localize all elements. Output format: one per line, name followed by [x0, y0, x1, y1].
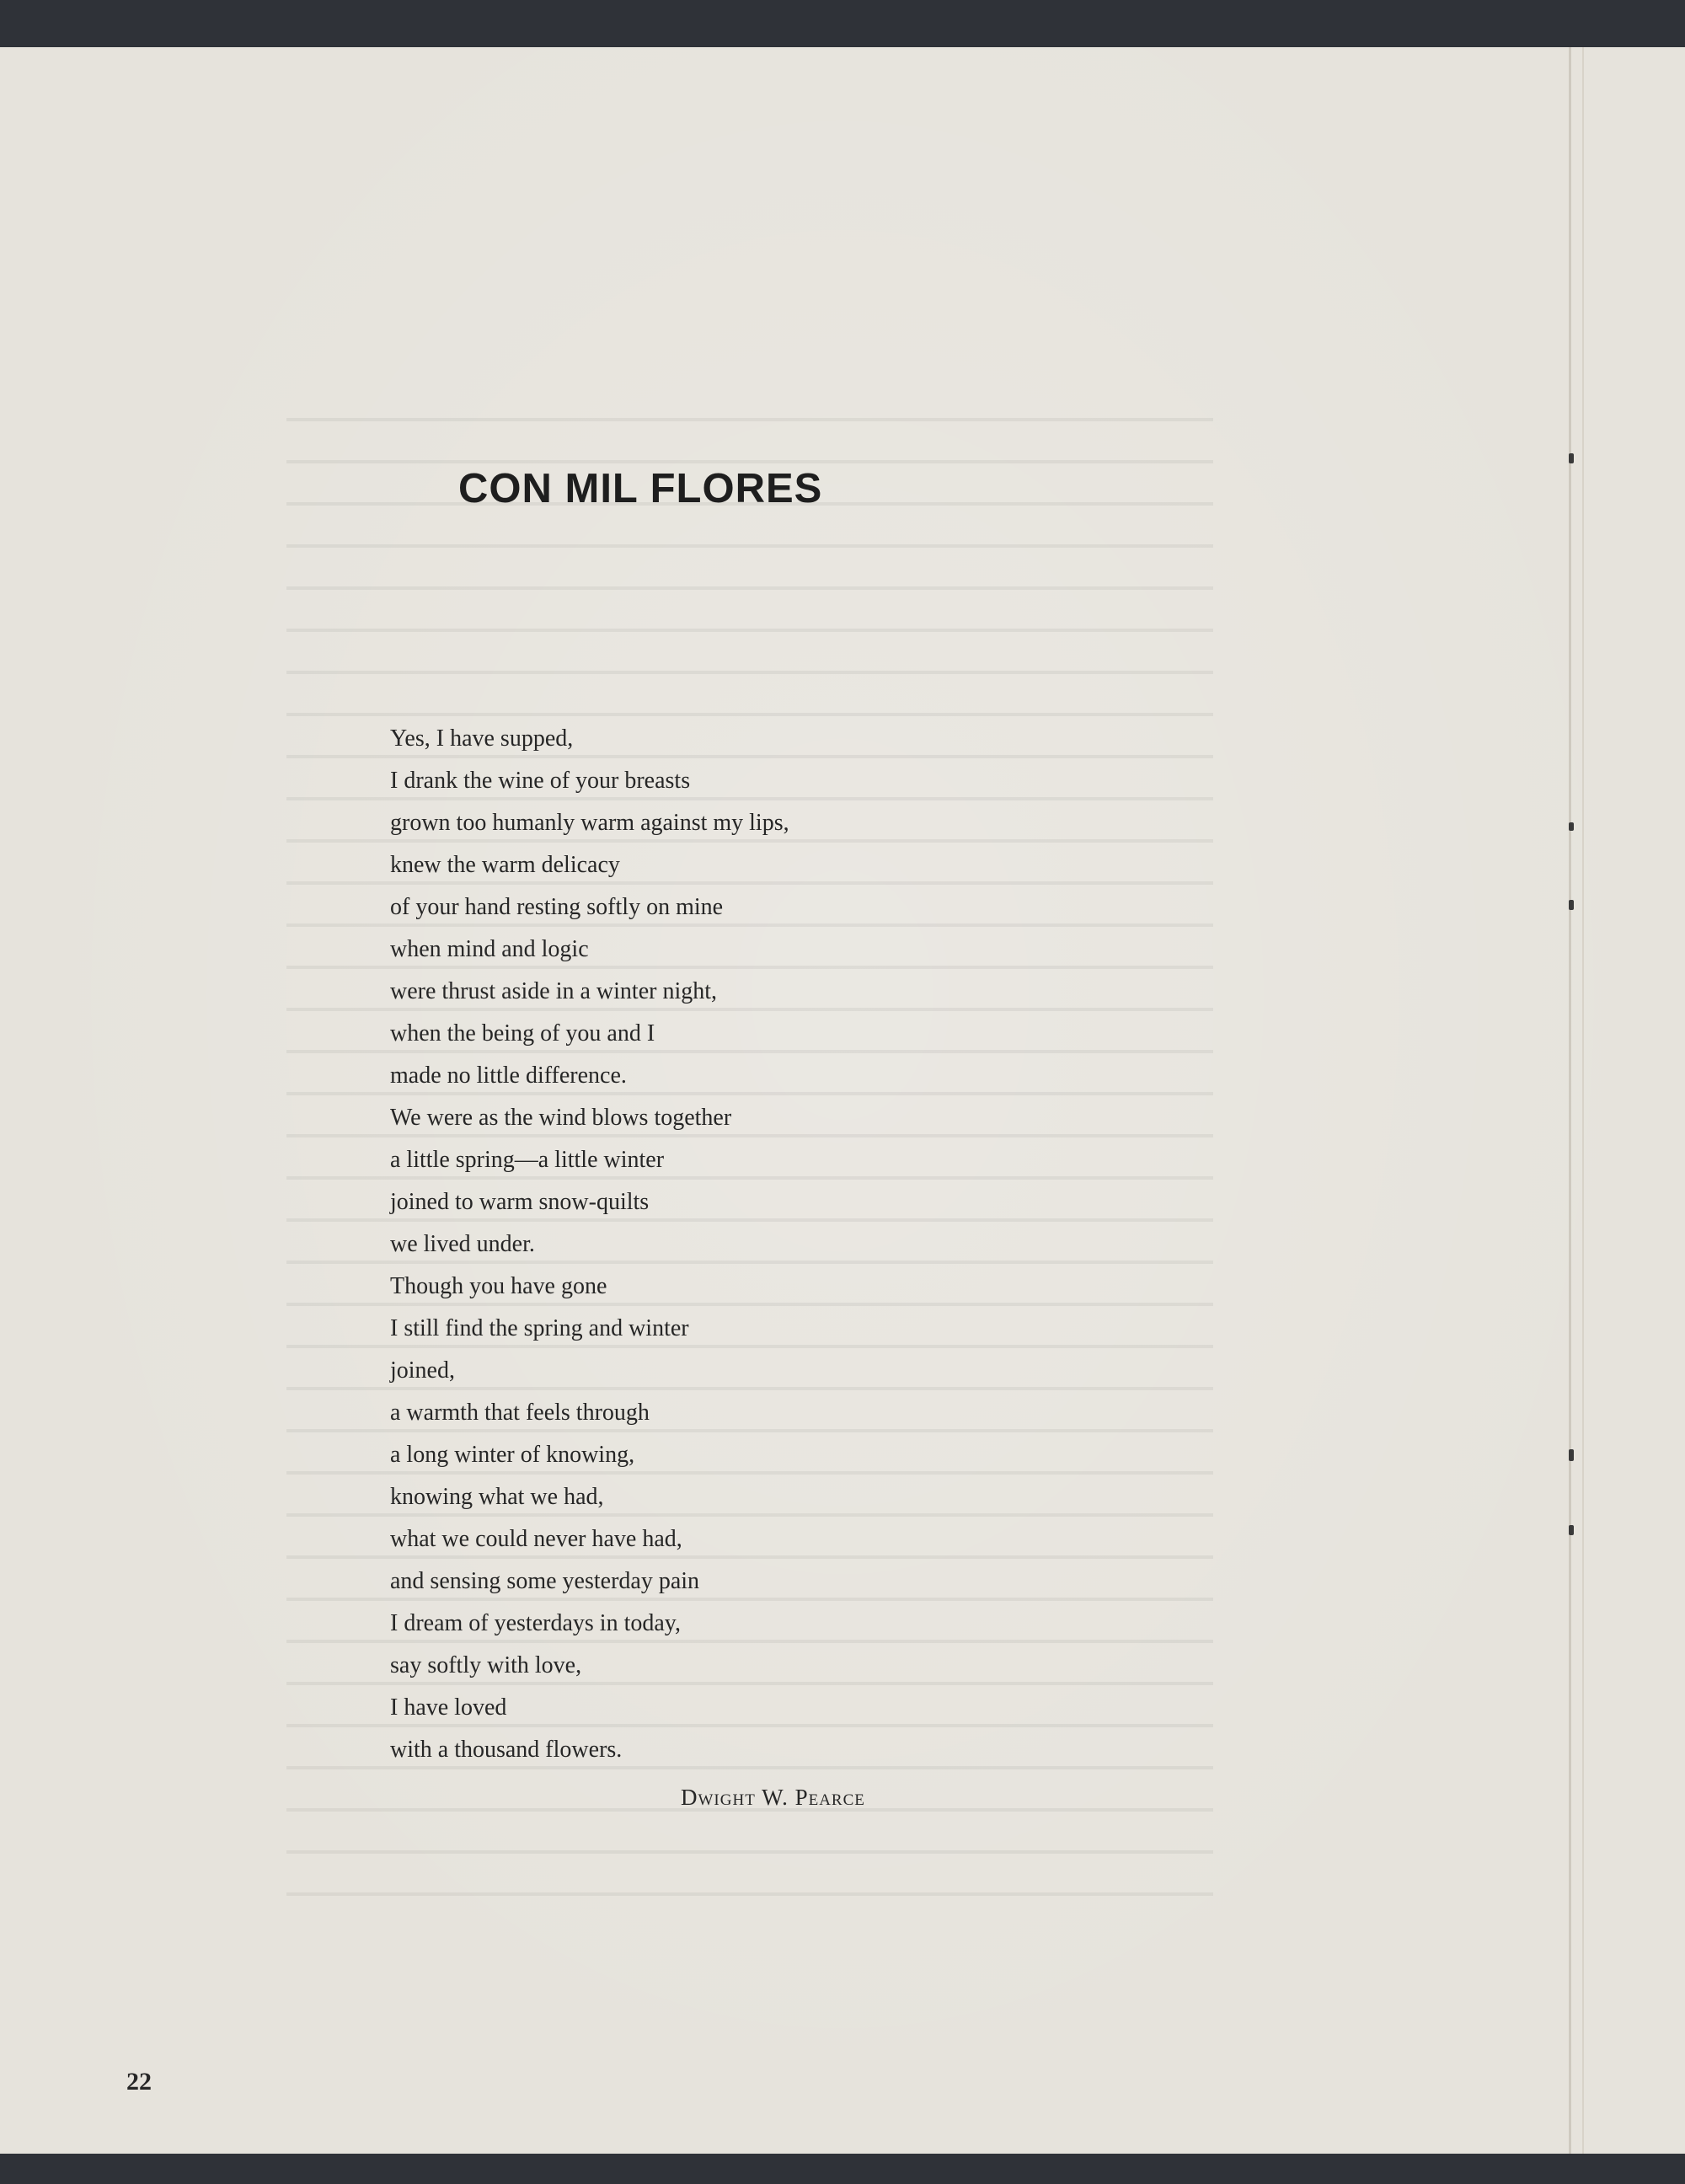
poem-line: and sensing some yesterday pain	[390, 1568, 700, 1594]
binding-gutter-line	[1569, 47, 1571, 2154]
poem-line: I dream of yesterdays in today,	[390, 1610, 681, 1636]
poem-line: knew the warm delicacy	[390, 852, 620, 878]
page-number: 22	[126, 2068, 152, 2096]
binding-gutter-line	[1582, 47, 1584, 2154]
poem-line: a long winter of knowing,	[390, 1442, 635, 1468]
staple-mark	[1569, 822, 1574, 831]
poem-line: Though you have gone	[390, 1273, 607, 1299]
staple-mark	[1569, 453, 1574, 463]
poem-line: we lived under.	[390, 1231, 535, 1257]
poem-line: I have loved	[390, 1694, 507, 1721]
poem-line: We were as the wind blows together	[390, 1105, 732, 1131]
poem-line: a little spring—a little winter	[390, 1147, 665, 1173]
poem-line: with a thousand flowers.	[390, 1737, 623, 1763]
staple-mark	[1569, 900, 1574, 910]
author-byline: Dwight W. Pearce	[681, 1785, 865, 1810]
poem-line: a warmth that feels through	[390, 1400, 650, 1426]
document-page	[0, 47, 1685, 2154]
poem-line: joined,	[390, 1357, 455, 1384]
poem-line: grown too humanly warm against my lips,	[390, 810, 789, 836]
poem-line: when the being of you and I	[390, 1020, 655, 1046]
poem-line: were thrust aside in a winter night,	[390, 978, 718, 1004]
poem-line: knowing what we had,	[390, 1484, 604, 1510]
poem-line: Yes, I have supped,	[390, 725, 574, 752]
poem-body	[390, 718, 1148, 1771]
staple-mark	[1569, 1449, 1574, 1461]
poem-line: say softly with love,	[390, 1652, 582, 1678]
poem-line: when mind and logic	[390, 936, 589, 962]
poem-title: CON MIL FLORES	[458, 466, 823, 511]
scan-bottom-border	[0, 2154, 1685, 2184]
staple-mark	[1569, 1525, 1574, 1535]
poem-line: of your hand resting softly on mine	[390, 894, 724, 920]
poem-line: I still find the spring and winter	[390, 1315, 689, 1341]
poem-line: what we could never have had,	[390, 1526, 682, 1552]
poem-line: I drank the wine of your breasts	[390, 768, 691, 794]
scan-top-border	[0, 0, 1685, 47]
poem-line: joined to warm snow-quilts	[390, 1189, 650, 1215]
poem-line: made no little difference.	[390, 1063, 627, 1089]
